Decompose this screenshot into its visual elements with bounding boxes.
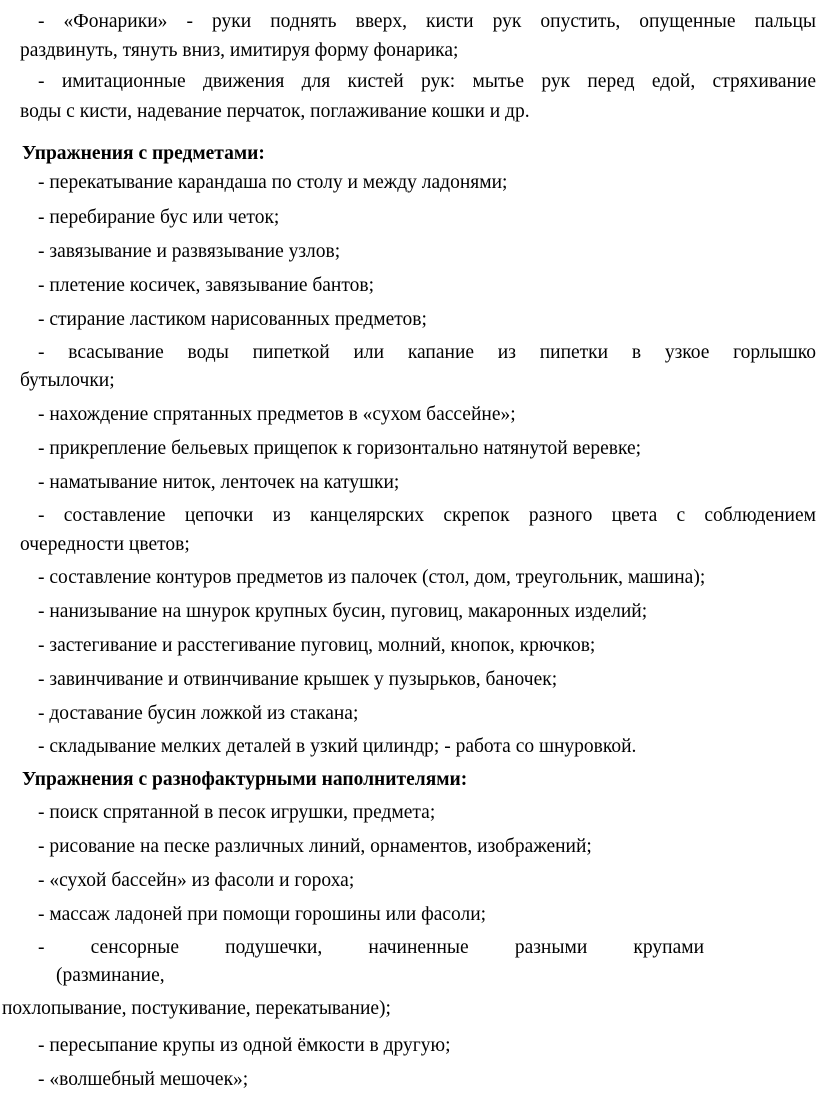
list-item: - пересыпание крупы из одной ёмкости в другую; (38, 1035, 451, 1056)
list-item-continuation: очередности цветов; (20, 534, 190, 555)
list-item: - прикрепление бельевых прищепок к горизонтально натянутой веревке; (38, 438, 642, 459)
list-item: - наматывание ниток, ленточек на катушки; (38, 472, 400, 493)
list-item: - доставание бусин ложкой из стакана; (38, 703, 359, 724)
list-item-continuation: похлопывание, постукивание, перекатывание); (2, 998, 391, 1019)
list-item: - плетение косичек, завязывание бантов; (38, 275, 375, 296)
paragraph-line: раздвинуть, тянуть вниз, имитируя форму фонарика; (20, 40, 459, 61)
list-item: - стирание ластиком нарисованных предметов; (38, 309, 427, 330)
paragraph-line: - имитационные движения для кистей рук: мытье рук перед едой, стряхивание (38, 71, 816, 92)
list-item: - рисование на песке различных линий, орнаментов, изображений; (38, 836, 592, 857)
list-item: - складывание мелких деталей в узкий цилиндр; - работа со шнуровкой. (38, 736, 637, 757)
list-item: - «сухой бассейн» из фасоли и гороха; (38, 870, 355, 891)
list-item: - массаж ладоней при помощи горошины или фасоли; (38, 904, 487, 925)
list-item: - перебирание бус или четок; (38, 207, 280, 228)
list-item: - застегивание и расстегивание пуговиц, молний, кнопок, крючков; (38, 635, 596, 656)
list-item: - всасывание воды пипеткой или капание из пипетки в узкое горлышко (38, 342, 816, 363)
list-item: - перекатывание карандаша по столу и между ладонями; (38, 172, 508, 193)
list-item: - поиск спрятанной в песок игрушки, предмета; (38, 802, 436, 823)
list-item: - составление контуров предметов из палочек (стол, дом, треугольник, машина); (38, 567, 706, 588)
list-item: - «волшебный мешочек»; (38, 1069, 249, 1090)
section-heading: Упражнения с предметами: (22, 143, 265, 164)
list-item: - завязывание и развязывание узлов; (38, 241, 341, 262)
list-item: - завинчивание и отвинчивание крышек у пузырьков, баночек; (38, 669, 558, 690)
list-item-continuation: бутылочки; (20, 370, 115, 391)
list-item: - сенсорные подушечки, начиненные разными крупами (38, 937, 704, 958)
paragraph-line: - «Фонарики» - руки поднять вверх, кисти рук опустить, опущенные пальцы (38, 11, 816, 32)
paragraph-line: воды с кисти, надевание перчаток, поглаживание кошки и др. (20, 101, 530, 122)
list-item: - нанизывание на шнурок крупных бусин, пуговиц, макаронных изделий; (38, 601, 648, 622)
list-item-continuation: (разминание, (56, 965, 165, 986)
section-heading: Упражнения с разнофактурными наполнителями: (22, 769, 468, 790)
list-item: - нахождение спрятанных предметов в «сухом бассейне»; (38, 404, 516, 425)
list-item: - составление цепочки из канцелярских скрепок разного цвета с соблюдением (38, 505, 816, 526)
